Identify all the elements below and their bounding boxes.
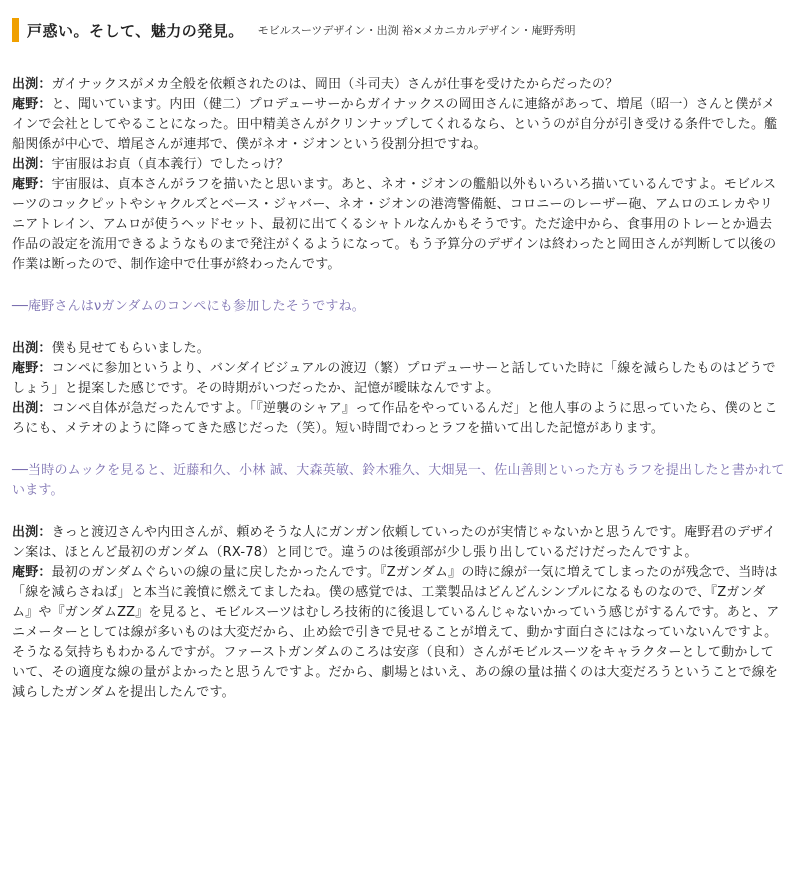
dialogue-text: コンペ自体が急だったんですよ。「『逆襲のシャア』って作品をやっているんだ」と他人事のように思っていたら、僕のところにも、メテオのように降ってきた感じだった（笑）。短い時間でわっとラフを描いて出した記憶があります。 xyxy=(12,401,778,436)
question-section-2 xyxy=(12,461,785,501)
speaker-label: 庵野： xyxy=(12,177,52,192)
speaker-label: 庵野： xyxy=(12,565,52,580)
dialogue-section-3 xyxy=(12,523,785,703)
speaker-label: 庵野： xyxy=(12,361,52,376)
dialogue-text: 宇宙服は、貞本さんがラフを描いたと思います。あと、ネオ・ジオンの艦船以外もいろいろ描いているんですよ。モビルスーツのコックピットやシャクルズとベース・ジャバー、ネオ・ジオンの港湾警備艇、コロニーのレーザー砲、アムロのエレカやリニアトレイン、アムロが使うヘッドセット、最初に出てくるシャトルなんかもそうです。ただ途中から、食事用のトレーとか過去作品の設定を流用できるようなものまで発注がくるようになって。もう予算分のデザインは終わったと岡田さんが判断して以後の作業は断ったので、制作途中で仕事が終わったんです。 xyxy=(12,177,777,272)
dialogue-text: ガイナックスがメカ全般を依頼されたのは、岡田（斗司夫）さんが仕事を受けたからだったの？ xyxy=(51,77,619,92)
speaker-label: 出渕： xyxy=(12,525,52,540)
dialogue-section-1 xyxy=(12,75,785,275)
accent-bar xyxy=(12,18,19,42)
dialogue-section-2 xyxy=(12,339,785,439)
dialogue-line xyxy=(12,399,785,439)
speaker-label: 出渕： xyxy=(12,401,52,416)
dialogue-line xyxy=(12,175,785,275)
dialogue-line xyxy=(12,75,785,95)
dialogue-text: と、聞いています。内田（健二）プロデューサーからガイナックスの岡田さんに連絡があって、増尾（昭一）さんと僕がメインで会社としてやることになった。田中精美さんがクリンナップしてくれるなら、というのが自分が引き受ける条件でした。艦船関係が中心で、増尾さんが連邦で、僕がネオ・ジオンという役割分担ですね。 xyxy=(12,97,778,152)
question-section-1 xyxy=(12,297,785,317)
article-header xyxy=(12,15,785,45)
speaker-label: 出渕： xyxy=(12,341,52,356)
speaker-label: 出渕： xyxy=(12,77,52,92)
speaker-label: 庵野： xyxy=(12,97,52,112)
speaker-label: 出渕： xyxy=(12,157,52,172)
dialogue-line xyxy=(12,523,785,563)
dialogue-text: 僕も見せてもらいました。 xyxy=(51,341,211,356)
dialogue-line xyxy=(12,155,785,175)
dialogue-line xyxy=(12,563,785,703)
dialogue-line xyxy=(12,95,785,155)
interviewer-question: ──庵野さんはνガンダムのコンペにも参加したそうですね。 xyxy=(12,299,365,314)
dialogue-text: 宇宙服はお貞（貞本義行）でしたっけ？ xyxy=(51,157,290,172)
article-subtitle: モビルスーツデザイン・出渕 裕×メカニカルデザイン・庵野秀明 xyxy=(257,24,576,37)
dialogue-text: コンペに参加というより、バンダイビジュアルの渡辺（繁）プロデューサーと話していた時に「線を減らしたものはどうでしょう」と提案した感じです。その時期がいつだったか、記憶が曖昧なんですよ。 xyxy=(12,361,776,396)
dialogue-line xyxy=(12,339,785,359)
interviewer-question: ──当時のムックを見ると、近藤和久、小林 誠、大森英敏、鈴木雅久、大畑晃一、佐山善則といった方もラフを提出したと書かれています。 xyxy=(12,463,785,498)
dialogue-line xyxy=(12,359,785,399)
article-title: 戸惑い。そして、魅力の発見。 xyxy=(27,21,244,40)
dialogue-text: 最初のガンダムぐらいの線の量に戻したかったんです。『Zガンダム』の時に線が一気に増えてしまったのが残念で、当時は「線を減らさねば」と本当に義憤に燃えてましたね。僕の感覚では、工業製品はどんどんシンプルになるものなので、『Zガンダム』や『ガンダムZZ』を見ると、モビルスーツはむしろ技術的に後退しているんじゃないかっていう感じがするんです。あと、アニメーターとしては線が多いものは大変だから、止め絵で引きで見せることが増えて、動かす面白さにはなっていないんですよ。そうなる気持ちもわかるんですが。ファーストガンダムのころは安彦（良和）さんがモビルスーツをキャラクターとして動かしていて、その適度な線の量がよかったと思うんですよ。だから、劇場とはいえ、あの線の量は描くのは大変だろうということで線を減らしたガンダムを提出したんです。 xyxy=(12,565,780,700)
dialogue-text: きっと渡辺さんや内田さんが、頼めそうな人にガンガン依頼していったのが実情じゃないかと思うんです。庵野君のデザイン案は、ほとんど最初のガンダム（RX-78）と同じで。違うのは後頭部が少し張り出しているだけだったんですよ。 xyxy=(12,525,776,560)
